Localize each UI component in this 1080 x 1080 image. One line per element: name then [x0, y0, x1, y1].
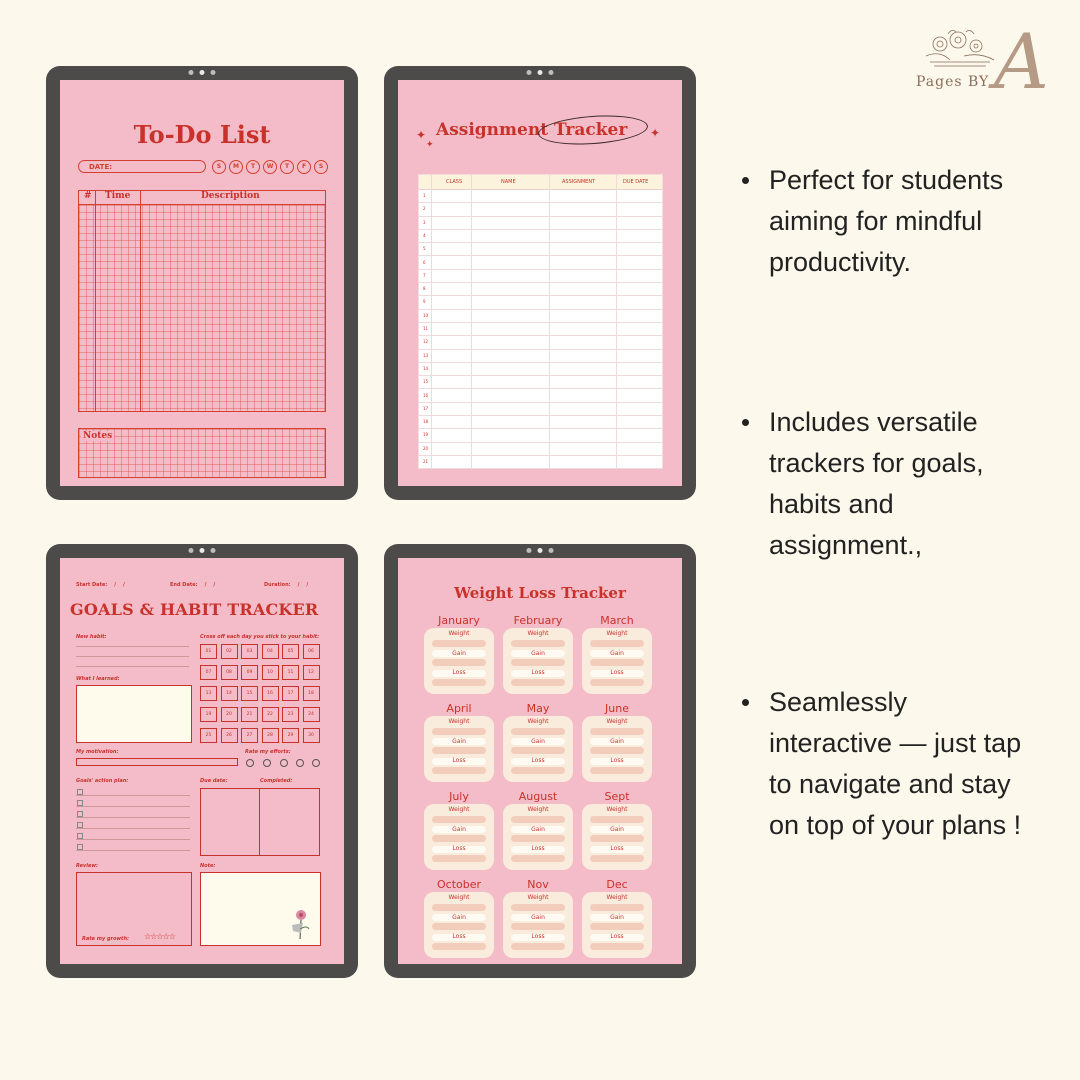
value-field[interactable] — [432, 943, 486, 950]
loss-label: Loss — [452, 757, 466, 764]
habit-day-cell[interactable]: 13 — [200, 686, 217, 701]
gain-label: Gain — [531, 738, 545, 745]
gain-label: Gain — [452, 826, 466, 833]
month-card[interactable] — [424, 628, 494, 694]
weight-screen — [398, 558, 682, 964]
todo-table[interactable] — [78, 190, 326, 412]
row-number: 4 — [423, 232, 426, 238]
col-num: # — [84, 191, 92, 201]
month-label: June — [605, 702, 629, 715]
assignment-row[interactable] — [419, 256, 662, 270]
gain-label: Gain — [610, 738, 624, 745]
row-number: 11 — [423, 326, 429, 331]
row-number: 20 — [423, 445, 429, 451]
value-field[interactable] — [432, 659, 486, 666]
assignment-title: Assignment Tracker — [436, 120, 628, 140]
loss-label: Loss — [610, 845, 624, 852]
value-field[interactable] — [511, 816, 565, 823]
assignment-row[interactable] — [419, 362, 662, 376]
habit-day-cell[interactable]: 29 — [282, 728, 299, 743]
tablet-assignment[interactable] — [384, 66, 696, 500]
day-toggle[interactable]: S — [314, 160, 328, 174]
value-field[interactable] — [590, 943, 644, 950]
loss-label: Loss — [531, 757, 545, 764]
assignment-screen — [398, 80, 682, 486]
weight-label: Weight — [527, 630, 549, 637]
habit-day-cell[interactable]: 03 — [241, 644, 258, 659]
due-completed-box[interactable] — [200, 788, 320, 856]
habit-day-cell[interactable]: 24 — [303, 707, 320, 722]
row-number: 7 — [423, 272, 426, 278]
habit-day-cell[interactable]: 02 — [221, 644, 238, 659]
end-date-label: End Date: / / — [170, 582, 216, 588]
value-field[interactable] — [511, 855, 565, 862]
weight-label: Weight — [448, 894, 470, 901]
assignment-table[interactable] — [418, 174, 663, 469]
weight-label: Weight — [448, 718, 470, 725]
gain-label: Gain — [610, 914, 624, 921]
start-date-label: Start Date: / / — [76, 582, 125, 588]
review-label: Review: — [76, 863, 98, 869]
assignment-table-header — [419, 175, 662, 190]
weight-label: Weight — [448, 806, 470, 813]
assignment-row[interactable] — [419, 269, 662, 283]
habit-day-cell[interactable]: 19 — [200, 707, 217, 722]
day-toggle[interactable]: F — [297, 160, 311, 174]
value-field[interactable] — [511, 747, 565, 754]
weight-label: Weight — [448, 630, 470, 637]
effort-rating-circle[interactable] — [296, 759, 304, 767]
value-field[interactable] — [432, 816, 486, 823]
assignment-row[interactable] — [419, 242, 662, 256]
habit-day-cell[interactable]: 09 — [241, 665, 258, 680]
action-plan-label: Goals' action plan: — [76, 778, 129, 784]
value-field[interactable] — [590, 904, 644, 911]
value-field[interactable] — [590, 835, 644, 842]
row-number: 12 — [423, 339, 429, 345]
sparkle-icon: ✦ — [416, 128, 427, 142]
habit-day-cell[interactable]: 15 — [241, 686, 258, 701]
row-number: 13 — [423, 352, 429, 358]
brand-text: Pages BY — [916, 74, 990, 90]
value-field[interactable] — [432, 747, 486, 754]
row-number: 16 — [423, 392, 429, 398]
habit-day-cell[interactable]: 17 — [282, 686, 299, 701]
month-label: August — [518, 790, 558, 803]
value-field[interactable] — [511, 904, 565, 911]
flower-sketch-icon — [920, 26, 1000, 70]
gain-label: Gain — [531, 914, 545, 921]
assignment-row[interactable] — [419, 189, 662, 203]
weekday-selector — [212, 160, 328, 174]
col-assignment: ASSIGNMENT — [562, 179, 596, 185]
brand-letter: A — [994, 17, 1049, 106]
completed-label: Completed: — [260, 778, 293, 784]
camera — [189, 70, 216, 75]
gain-label: Gain — [610, 826, 624, 833]
month-label: October — [436, 878, 482, 891]
habit-day-cell[interactable]: 23 — [282, 707, 299, 722]
habit-day-cell[interactable]: 04 — [262, 644, 279, 659]
value-field[interactable] — [590, 767, 644, 774]
month-label: Nov — [527, 878, 549, 891]
value-field[interactable] — [432, 923, 486, 930]
todo-screen — [60, 80, 344, 486]
month-label: March — [600, 614, 634, 627]
habit-day-cell[interactable]: 21 — [241, 707, 258, 722]
camera — [189, 548, 216, 553]
value-field[interactable] — [511, 767, 565, 774]
weight-label: Weight — [606, 894, 628, 901]
value-field[interactable] — [511, 728, 565, 735]
effort-rating-circle[interactable] — [246, 759, 254, 767]
row-number: 17 — [423, 405, 429, 411]
row-number: 15 — [423, 379, 429, 385]
duration-label: Duration: / / — [264, 582, 309, 588]
row-number: 14 — [423, 365, 429, 371]
rose-bouquet-icon — [287, 907, 313, 941]
loss-label: Loss — [452, 845, 466, 852]
month-label: February — [513, 614, 563, 627]
month-card[interactable] — [582, 804, 652, 870]
goals-title: GOALS & HABIT TRACKER — [70, 600, 319, 619]
habit-day-cell[interactable]: 26 — [221, 728, 238, 743]
effort-rating-circle[interactable] — [263, 759, 271, 767]
value-field[interactable] — [590, 640, 644, 647]
feature-text: Includes versatile trackers for goals, habits and assignment., — [769, 407, 984, 560]
weight-label: Weight — [527, 718, 549, 725]
month-card[interactable] — [503, 804, 573, 870]
loss-label: Loss — [531, 845, 545, 852]
assignment-row[interactable] — [419, 428, 662, 442]
habit-day-cell[interactable]: 22 — [262, 707, 279, 722]
rate-growth-label: Rate my growth: — [82, 936, 130, 942]
habit-day-cell[interactable]: 16 — [262, 686, 279, 701]
row-number: 19 — [423, 432, 429, 438]
value-field[interactable] — [511, 659, 565, 666]
assignment-row[interactable] — [419, 229, 662, 243]
month-card[interactable] — [582, 628, 652, 694]
day-toggle[interactable]: T — [246, 160, 260, 174]
row-number: 2 — [423, 206, 426, 212]
gain-label: Gain — [452, 650, 466, 657]
learned-box[interactable] — [76, 685, 192, 743]
weight-label: Weight — [606, 718, 628, 725]
todo-title: To-Do List — [133, 120, 271, 149]
assignment-row[interactable] — [419, 442, 662, 456]
effort-rating-circle[interactable] — [280, 759, 288, 767]
tablet-todo[interactable] — [46, 66, 358, 500]
weight-label: Weight — [606, 806, 628, 813]
day-toggle[interactable]: W — [263, 160, 277, 174]
tablet-goals[interactable] — [46, 544, 358, 978]
habit-day-cell[interactable]: 10 — [262, 665, 279, 680]
action-checkbox[interactable] — [77, 822, 83, 828]
growth-stars[interactable]: ☆☆☆☆☆ — [144, 932, 175, 941]
value-field[interactable] — [511, 943, 565, 950]
month-card[interactable] — [582, 892, 652, 958]
loss-label: Loss — [452, 933, 466, 940]
motivation-label: My motivation: — [76, 749, 119, 755]
motivation-field[interactable] — [76, 758, 238, 766]
notes-label: Notes — [83, 431, 113, 441]
new-habit-label: New habit: — [76, 634, 107, 640]
row-number: 21 — [423, 459, 429, 464]
row-number: 18 — [423, 419, 429, 425]
col-class: CLASS — [446, 179, 463, 185]
camera — [527, 70, 554, 75]
feature-text: Perfect for students aiming for mindful productivity. — [769, 165, 1004, 277]
camera — [527, 548, 554, 553]
notes-box[interactable] — [78, 428, 326, 478]
note-box[interactable] — [200, 872, 321, 946]
effort-rating-circle[interactable] — [312, 759, 320, 767]
month-label: July — [449, 790, 469, 803]
assignment-row[interactable] — [419, 455, 662, 469]
loss-label: Loss — [531, 933, 545, 940]
habit-day-cell[interactable]: 14 — [221, 686, 238, 701]
assignment-row[interactable] — [419, 216, 662, 230]
action-checkbox[interactable] — [77, 811, 83, 817]
gain-label: Gain — [531, 650, 545, 657]
note-label: Note: — [200, 863, 216, 869]
assignment-row[interactable] — [419, 309, 662, 323]
value-field[interactable] — [511, 640, 565, 647]
todo-table-header — [79, 191, 325, 205]
month-label: April — [446, 702, 472, 715]
action-checkbox[interactable] — [77, 844, 83, 850]
habit-day-cell[interactable]: 20 — [221, 707, 238, 722]
tablet-weight[interactable] — [384, 544, 696, 978]
value-field[interactable] — [432, 767, 486, 774]
assignment-row[interactable] — [419, 295, 662, 309]
row-number: 6 — [423, 259, 426, 265]
habit-day-cell[interactable]: 01 — [200, 644, 217, 659]
col-name: NAME — [501, 179, 516, 185]
assignment-row[interactable] — [419, 375, 662, 389]
value-field[interactable] — [590, 659, 644, 666]
assignment-row[interactable] — [419, 282, 662, 296]
value-field[interactable] — [432, 679, 486, 686]
habit-day-cell[interactable]: 08 — [221, 665, 238, 680]
weight-label: Weight — [527, 894, 549, 901]
month-card[interactable] — [424, 716, 494, 782]
action-checkbox[interactable] — [77, 789, 83, 795]
day-toggle[interactable]: T — [280, 160, 294, 174]
row-number: 5 — [423, 246, 426, 252]
habit-day-cell[interactable]: 18 — [303, 686, 320, 701]
loss-label: Loss — [610, 669, 624, 676]
col-description: Description — [201, 191, 260, 201]
assignment-row[interactable] — [419, 402, 662, 416]
gain-label: Gain — [531, 826, 545, 833]
habit-day-cell[interactable]: 06 — [303, 644, 320, 659]
month-label: Dec — [606, 878, 628, 891]
habit-day-cell[interactable]: 07 — [200, 665, 217, 680]
value-field[interactable] — [511, 679, 565, 686]
value-field[interactable] — [590, 747, 644, 754]
habit-day-cell[interactable]: 28 — [262, 728, 279, 743]
bullet-dot-icon — [742, 699, 749, 706]
habit-day-cell[interactable]: 25 — [200, 728, 217, 743]
brand-logo — [912, 17, 1072, 110]
value-field[interactable] — [590, 816, 644, 823]
value-field[interactable] — [432, 855, 486, 862]
habit-day-cell[interactable]: 30 — [303, 728, 320, 743]
month-card[interactable] — [424, 804, 494, 870]
value-field[interactable] — [590, 855, 644, 862]
assignment-row[interactable] — [419, 335, 662, 349]
action-checkbox[interactable] — [77, 833, 83, 839]
assignment-row[interactable] — [419, 389, 662, 403]
gain-label: Gain — [610, 650, 624, 657]
weight-label: Weight — [527, 806, 549, 813]
title-oval-decoration — [537, 112, 649, 148]
value-field[interactable] — [590, 679, 644, 686]
cross-off-label: Cross off each day you stick to your habit: — [200, 634, 320, 640]
day-toggle[interactable]: M — [229, 160, 243, 174]
loss-label: Loss — [531, 669, 545, 676]
value-field[interactable] — [590, 923, 644, 930]
bullet-dot-icon — [742, 419, 749, 426]
gain-label: Gain — [452, 914, 466, 921]
assignment-row[interactable] — [419, 415, 662, 429]
value-field[interactable] — [432, 904, 486, 911]
month-card[interactable] — [582, 716, 652, 782]
value-field[interactable] — [432, 640, 486, 647]
col-due-date: DUE DATE — [623, 179, 649, 185]
month-label: May — [526, 702, 550, 715]
date-field[interactable]: DATE: — [78, 160, 206, 173]
rate-efforts-label: Rate my efforts: — [245, 749, 291, 755]
weight-label: Weight — [606, 630, 628, 637]
loss-label: Loss — [452, 669, 466, 676]
feature-text: Seamlessly interactive — just tap to navigate and stay on top of your plans ! — [769, 687, 1022, 840]
value-field[interactable] — [511, 835, 565, 842]
goals-screen — [60, 558, 344, 964]
month-card[interactable] — [503, 716, 573, 782]
weight-title: Weight Loss Tracker — [454, 584, 626, 602]
habit-day-cell[interactable]: 11 — [282, 665, 299, 680]
month-label: Sept — [604, 790, 630, 803]
assignment-row[interactable] — [419, 202, 662, 216]
row-number: 10 — [423, 312, 429, 318]
row-number: 9 — [423, 299, 426, 305]
value-field[interactable] — [511, 923, 565, 930]
learned-label: What I learned: — [76, 676, 120, 682]
col-time: Time — [105, 191, 131, 201]
month-card[interactable] — [503, 628, 573, 694]
habit-day-cell[interactable]: 12 — [303, 665, 320, 680]
habit-day-cell[interactable]: 27 — [241, 728, 258, 743]
gain-label: Gain — [452, 738, 466, 745]
month-label: January — [438, 614, 480, 627]
month-card[interactable] — [503, 892, 573, 958]
row-number: 3 — [423, 219, 426, 225]
habit-day-cell[interactable]: 05 — [282, 644, 299, 659]
value-field[interactable] — [590, 728, 644, 735]
value-field[interactable] — [432, 835, 486, 842]
sparkle-icon: ✦ — [426, 140, 434, 150]
sparkle-icon: ✦ — [650, 126, 661, 140]
value-field[interactable] — [432, 728, 486, 735]
row-number: 8 — [423, 286, 426, 292]
action-checkbox[interactable] — [77, 800, 83, 806]
assignment-row[interactable] — [419, 322, 662, 336]
day-toggle[interactable]: S — [212, 160, 226, 174]
due-date-label: Due date: — [200, 778, 228, 784]
assignment-row[interactable] — [419, 349, 662, 363]
loss-label: Loss — [610, 757, 624, 764]
month-card[interactable] — [424, 892, 494, 958]
loss-label: Loss — [610, 933, 624, 940]
bullet-dot-icon — [742, 177, 749, 184]
row-number: 1 — [423, 193, 426, 198]
